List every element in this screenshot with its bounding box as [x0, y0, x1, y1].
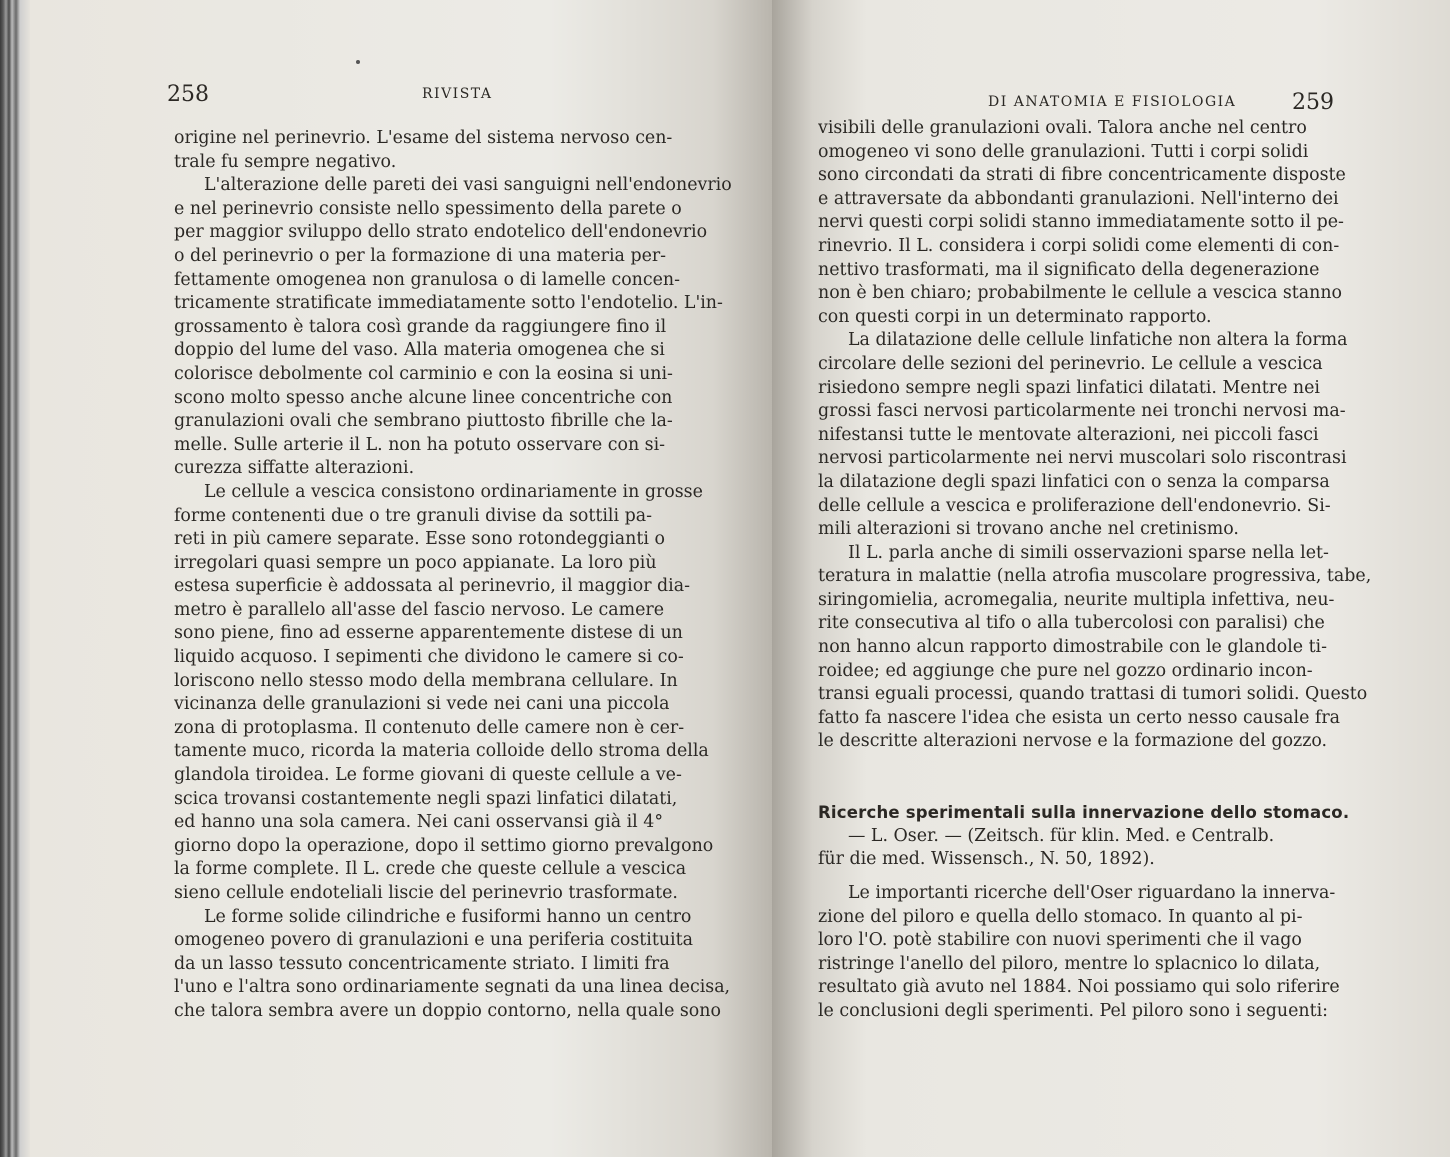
text-line: metro è parallelo all'asse del fascio nervoso. Le camere: [174, 599, 665, 620]
text-line: granulazioni ovali che sembrano piuttosto fibrille che la-: [174, 411, 673, 432]
text-line: vicinanza delle granulazioni si vede nei cani una piccola: [174, 694, 670, 715]
left-body-text: [174, 127, 766, 1024]
text-line: resultato già avuto nel 1884. Noi possiamo qui solo riferire: [818, 977, 1340, 998]
left-running-header: RIVISTA: [422, 86, 493, 102]
text-line: da un lasso tessuto concentricamente striato. I limiti fra: [174, 953, 670, 974]
text-line: tamente muco, ricorda la materia colloide dello stroma della: [174, 741, 709, 762]
text-line: giorno dopo la operazione, dopo il settimo giorno prevalgono: [174, 835, 714, 856]
text-line: grossamento è talora così grande da raggiungere fino il: [174, 316, 667, 337]
text-line: le conclusioni degli sperimenti. Pel piloro sono i seguenti:: [818, 1000, 1329, 1021]
text-line: colorisce debolmente col carminio e con la eosina si uni-: [174, 363, 673, 384]
text-line: per maggior sviluppo dello strato endotelico dell'endonevrio: [174, 222, 708, 243]
text-line: scono molto spesso anche alcune linee concentriche con: [174, 387, 673, 408]
text-line: la forme complete. Il L. crede che queste cellule a vescica: [174, 859, 687, 880]
text-line: melle. Sulle arterie il L. non ha potuto osservare con si-: [174, 434, 666, 455]
right-page: [772, 0, 1450, 1157]
text-line: doppio del lume del vaso. Alla materia omogenea che si: [174, 340, 665, 361]
paragraph-gap: [818, 778, 1428, 802]
text-line: für die med. Wissensch., N. 50, 1892).: [818, 849, 1155, 870]
text-line: zione del piloro e quella dello stomaco. In quanto al pi-: [818, 906, 1303, 927]
text-line: rite consecutiva al tifo o alla tubercolosi con paralisi) che: [818, 613, 1325, 634]
text-line: omogeneo povero di granulazioni e una periferia costituita: [174, 930, 693, 951]
text-line: Le importanti ricerche dell'Oser riguardano la innerva-: [848, 883, 1336, 903]
text-line: liquido acquoso. I sepimenti che dividono le camere si co-: [174, 647, 684, 668]
text-line: ed hanno una sola camera. Nei cani osservansi già il 4°: [174, 812, 664, 833]
text-line: curezza siffatte alterazioni.: [174, 458, 415, 479]
text-line: o del perinevrio o per la formazione di una materia per-: [174, 245, 667, 266]
text-line: sono circondati da strati di fibre concentricamente disposte: [818, 165, 1346, 186]
text-line: estesa superficie è addossata al perinevrio, il maggior dia-: [174, 576, 690, 597]
text-line: risiedono sempre negli spazi linfatici dilatati. Mentre nei: [818, 377, 1320, 398]
text-line: siringomielia, acromegalia, neurite multipla infettiva, neu-: [818, 589, 1335, 610]
text-line: circolare delle sezioni del perinevrio. Le cellule a vescica: [818, 353, 1323, 374]
text-line: transi eguali processi, quando trattasi di tumori solidi. Questo: [818, 684, 1368, 705]
right-running-header: DI ANATOMIA E FISIOLOGIA: [988, 94, 1237, 110]
text-line: forme contenenti due o tre granuli divise da sottili pa-: [174, 505, 652, 526]
text-line: La dilatazione delle cellule linfatiche non altera la forma: [848, 330, 1348, 351]
text-line: Il L. parla anche di simili osservazioni sparse nella let-: [848, 542, 1329, 563]
text-line: L'alterazione delle pareti dei vasi sanguigni nell'endonevrio: [204, 175, 732, 196]
text-line: tricamente stratificate immediatamente sotto l'endotelio. L'in-: [174, 293, 723, 314]
text-line: rinevrio. Il L. considera i corpi solidi come elementi di con-: [818, 235, 1340, 256]
text-line: fatto fa nascere l'idea che esista un certo nesso causale fra: [818, 707, 1341, 728]
text-line: nettivo trasformati, ma il significato della degenerazione: [818, 259, 1320, 280]
text-line: teratura in malattie (nella atrofia muscolare progressiva, tabe,: [818, 566, 1372, 587]
text-line: nervi questi corpi solidi stanno immediatamente sotto il pe-: [818, 212, 1344, 233]
book-binding-edge: [0, 0, 30, 1157]
left-page: [30, 0, 772, 1157]
text-line: reti in più camere separate. Esse sono rotondeggianti o: [174, 529, 665, 550]
text-line: nervosi particolarmente nei nervi muscolari solo riscontrasi: [818, 448, 1347, 469]
text-line: trale fu sempre negativo.: [174, 151, 397, 172]
paragraph-gap: [818, 754, 1428, 778]
text-line: Le forme solide cilindriche e fusiformi hanno un centro: [204, 906, 692, 927]
text-line: non è ben chiaro; probabilmente le cellule a vescica stanno: [818, 283, 1343, 304]
text-line: loro l'O. potè stabilire con nuovi sperimenti che il vago: [818, 930, 1302, 951]
paragraph-gap: [818, 872, 1428, 882]
text-line: l'uno e l'altra sono ordinariamente segnati da una linea decisa,: [174, 977, 731, 998]
text-line: grossi fasci nervosi particolarmente nei tronchi nervosi ma-: [818, 401, 1346, 422]
ink-speck: [356, 60, 360, 64]
text-line: Le cellule a vescica consistono ordinariamente in grosse: [204, 481, 703, 502]
text-line: le descritte alterazioni nervose e la formazione del gozzo.: [818, 731, 1328, 752]
text-line: e nel perinevrio consiste nello spessimento della parete o: [174, 198, 682, 219]
text-line: roidee; ed aggiunge che pure nel gozzo ordinario incon-: [818, 660, 1313, 681]
section-title: Ricerche sperimentali sulla innervazione dello stomaco.: [818, 803, 1350, 823]
text-line: glandola tiroidea. Le forme giovani di queste cellule a ve-: [174, 765, 682, 786]
text-line: sieno cellule endoteliali liscie del perinevrio trasformate.: [174, 883, 678, 903]
text-line: con questi corpi in un determinato rapporto.: [818, 306, 1212, 327]
text-line: irregolari quasi sempre un poco appianate. La loro più: [174, 552, 657, 573]
text-line: origine nel perinevrio. L'esame del sistema nervoso cen-: [174, 128, 673, 148]
text-line: zona di protoplasma. Il contenuto delle camere non è cer-: [174, 717, 685, 738]
left-page-number: 258: [167, 82, 209, 107]
text-line: ristringe l'anello del piloro, mentre lo splacnico lo dilata,: [818, 953, 1321, 974]
text-line: la dilatazione degli spazi linfatici con o senza la comparsa: [818, 471, 1330, 492]
text-line: non hanno alcun rapporto dimostrabile con le glandole ti-: [818, 637, 1327, 658]
text-line: nifestansi tutte le mentovate alterazioni, nei piccoli fasci: [818, 424, 1319, 445]
text-line: loriscono nello stesso modo della membrana cellulare. In: [174, 670, 678, 691]
text-line: mili alterazioni si trovano anche nel cretinismo.: [818, 519, 1239, 540]
right-body-text: [818, 117, 1428, 1024]
text-line: sono piene, fino ad esserne apparentemente distese di un: [174, 623, 683, 644]
text-line: e attraversate da abbondanti granulazioni. Nell'interno dei: [818, 188, 1339, 209]
text-line: fettamente omogenea non granulosa o di lamelle concen-: [174, 269, 680, 290]
text-line: — L. Oser. — (Zeitsch. für klin. Med. e Centralb.: [848, 825, 1275, 846]
text-line: scica trovansi costantemente negli spazi linfatici dilatati,: [174, 788, 678, 809]
right-page-number: 259: [1292, 90, 1334, 115]
text-line: delle cellule a vescica e proliferazione dell'endonevrio. Si-: [818, 495, 1331, 516]
text-line: visibili delle granulazioni ovali. Talora anche nel centro: [818, 118, 1307, 138]
text-line: omogeneo vi sono delle granulazioni. Tutti i corpi solidi: [818, 141, 1309, 162]
text-line: che talora sembra avere un doppio contorno, nella quale sono: [174, 1000, 721, 1021]
